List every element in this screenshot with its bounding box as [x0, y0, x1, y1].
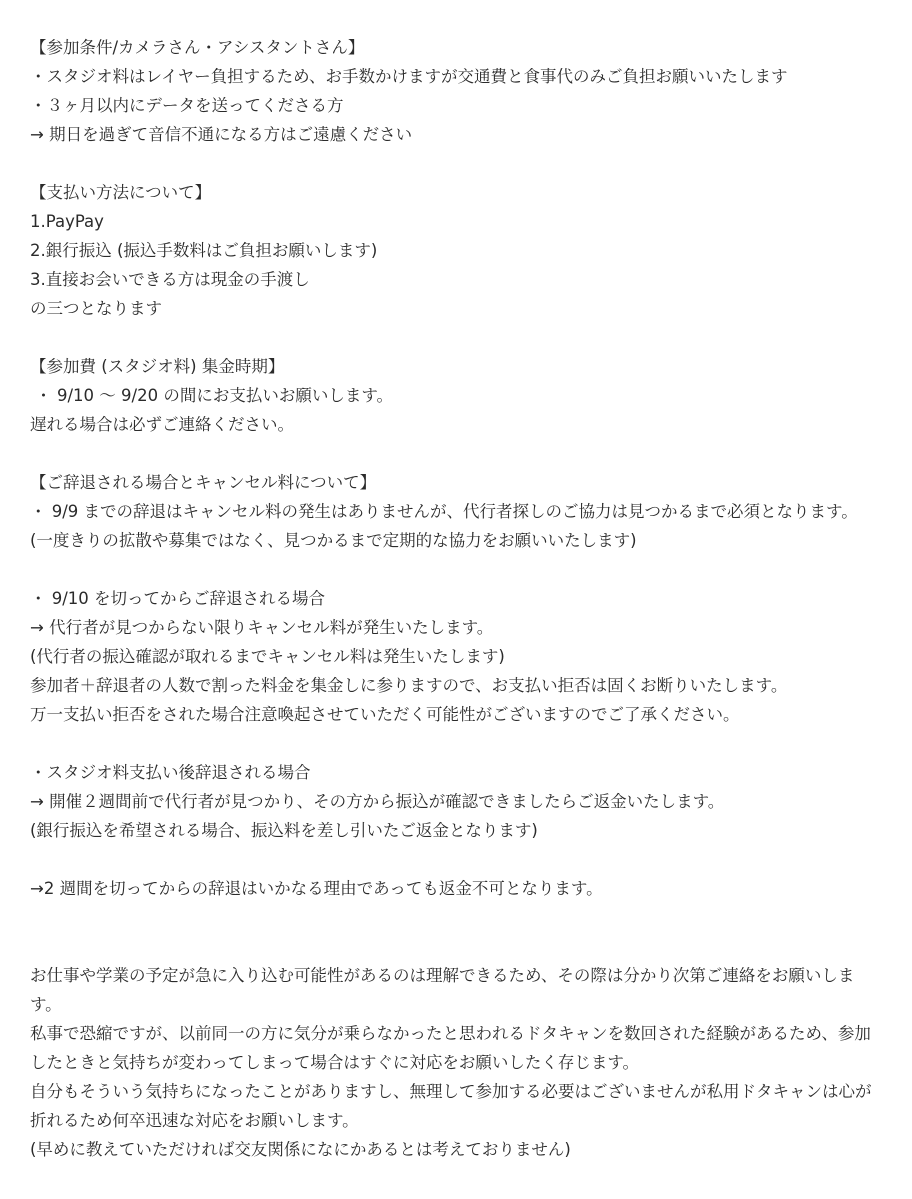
after-payment-line: → 開催２週間前で代行者が見つかり、その方から振込が確認できましたらご返金いたします。 [30, 792, 725, 811]
cancellation-line: (一度きりの拡散や募集ではなく、見つかるまで定期的な協力をお願いいたします) [30, 531, 637, 550]
conditions-line: → 期日を過ぎて音信不通になる方はご遠慮ください [30, 125, 413, 144]
closing-line: お仕事や学業の予定が急に入り込む可能性があるのは理解できるため、その際は分かり次第ご連絡をお願いします。 [30, 966, 855, 1014]
closing-line: 自分もそういう気持ちになったことがありますし、無理して参加する必要はございませんが私用ドタキャンは心が折れるため何卒迅速な対応をお願いします。 [30, 1082, 872, 1130]
closing-line: (早めに教えていただければ交友関係になにかあるとは考えておりません) [30, 1140, 571, 1159]
after-payment-line: (銀行振込を希望される場合、振込料を差し引いたご返金となります) [30, 821, 538, 840]
spacer [30, 323, 882, 352]
spacer [30, 555, 882, 584]
collection-line: 遅れる場合は必ずご連絡ください。 [30, 415, 294, 434]
payment-line: の三つとなります [30, 299, 162, 318]
spacer [30, 903, 882, 961]
after-910-line: ・ 9/10 を切ってからご辞退される場合 [30, 589, 326, 608]
after-910-line: 参加者＋辞退者の人数で割った料金を集金しに参りますので、お支払い拒否は固くお断りいたします。 [30, 676, 788, 695]
payment-line: 1.PayPay [30, 212, 104, 231]
after-910-line: → 代行者が見つからない限りキャンセル料が発生いたします。 [30, 618, 494, 637]
collection-line: ・ 9/10 〜 9/20 の間にお支払いお願いします。 [30, 386, 394, 405]
section-heading-payment: 【支払い方法について】 [30, 183, 212, 202]
after-payment-line: ・スタジオ料支払い後辞退される場合 [30, 763, 311, 782]
spacer [30, 439, 882, 468]
spacer [30, 845, 882, 874]
section-heading-cancellation: 【ご辞退される場合とキャンセル料について】 [30, 473, 377, 492]
after-910-line: 万一支払い拒否をされた場合注意喚起させていただく可能性がございますのでご了承ください。 [30, 705, 740, 724]
closing-line: 私事で恐縮ですが、以前同一の方に気分が乗らなかったと思われるドタキャンを数回された経験があるため、参加したときと気持ちが変わってしまって場合はすぐに対応をお願いしたく存じます。 [30, 1024, 871, 1072]
section-heading-conditions: 【参加条件/カメラさん・アシスタントさん】 [30, 38, 365, 57]
conditions-line: ・スタジオ料はレイヤー負担するため、お手数かけますが交通費と食事代のみご負担お願いいたします [30, 67, 788, 86]
conditions-line: ・３ヶ月以内にデータを送ってくださる方 [30, 96, 344, 115]
document-body [30, 33, 882, 1164]
after-910-line: (代行者の振込確認が取れるまでキャンセル料は発生いたします) [30, 647, 505, 666]
payment-line: 3.直接お会いできる方は現金の手渡し [30, 270, 310, 289]
section-heading-collection: 【参加費 (スタジオ料) 集金時期】 [30, 357, 285, 376]
cancellation-line: ・ 9/9 までの辞退はキャンセル料の発生はありませんが、代行者探しのご協力は見つかるまで必須となります。 [30, 502, 858, 521]
two-weeks-line: →2 週間を切ってからの辞退はいかなる理由であっても返金不可となります。 [30, 879, 603, 898]
spacer [30, 729, 882, 758]
spacer [30, 149, 882, 178]
payment-line: 2.銀行振込 (振込手数料はご負担お願いします) [30, 241, 378, 260]
